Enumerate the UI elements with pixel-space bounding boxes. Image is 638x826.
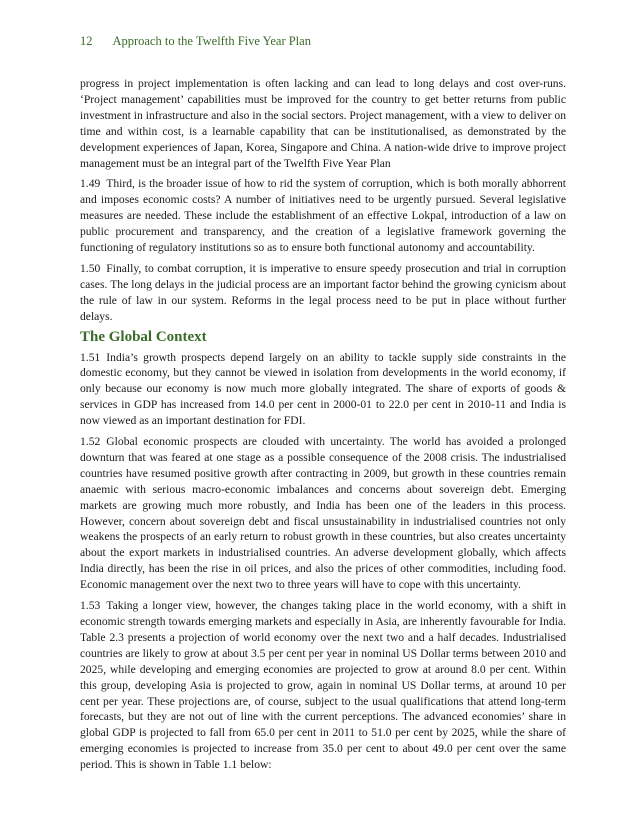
paragraph-text: Finally, to combat corruption, it is imperative to ensure speedy prosecution and trial in corruption cases. The long delays in the judicial process are an important factor behind the growing cynicism about the rule of law in our system. Reforms in the legal process need to be put in place without further delays. [80,261,566,323]
paragraph-1-49 [80,176,566,256]
paragraph-text: India’s growth prospects depend largely on an ability to tackle supply side constraints in the domestic economy, but they cannot be viewed in isolation from developments in the world economy, if only because our economy is now much more globally integrated. The share of exports of goods & services in GDP has increased from 14.0 per cent in 2000-01 to 22.0 per cent in 2010-11 and India is now viewed as an important destination for FDI. [80,350,566,428]
paragraph-text: progress in project implementation is often lacking and can lead to long delays and cost over-runs. ‘Project management’ capabilities must be improved for the country to get better returns from public investment in infrastructure and also in the social sectors. Project management, with a view to deliver on time and within cost, is a learnable capability that can be institutionalised, as demonstrated by the development experiences of Japan, Korea, Singapore and China. A nation-wide drive to improve project management must be an integral part of the Twelfth Five Year Plan [80,77,566,170]
paragraph-number: 1.53 [80,599,101,613]
paragraph-continued [80,76,566,171]
paragraph-1-51 [80,350,566,430]
running-header [80,34,580,49]
body-text [80,76,566,778]
paragraph-number: 1.51 [80,350,101,364]
paragraph-number: 1.49 [80,177,101,191]
section-heading: The Global Context [80,328,207,345]
paragraph-1-53 [80,598,566,773]
paragraph-number: 1.50 [80,261,101,275]
paragraph-number: 1.52 [80,435,101,449]
paragraph-1-50 [80,261,566,325]
running-title: Approach to the Twelfth Five Year Plan [112,34,311,48]
paragraph-1-52 [80,434,566,593]
paragraph-text: Taking a longer view, however, the changes taking place in the world economy, with a shift in economic strength towards emerging markets and especially in Asia, are inherently favourable for India. Table 2.3 presents a projection of world economy over the next two and a half decades. Industrialised countries are likely to grow at about 3.5 per cent per year in nominal US Dollar terms between 2010 and 2025, while developing and emerging economies are projected to grow at around 8.0 per cent. Within this group, developing Asia is projected to grow, again in nominal US Dollar terms, at around 10 per cent per year. These projections are, of course, subject to the usual qualifications that attend long-term forecasts, but they are not out of line with the current perceptions. The advanced economies’ share in global GDP is projected to fall from 65.0 per cent in 2011 to 51.0 per cent by 2025, while the share of emerging economies is projected to increase from 35.0 per cent to about 49.0 per cent over the same period. This is shown in Table 1.1 below: [80,599,566,772]
paragraph-text: Global economic prospects are clouded with uncertainty. The world has avoided a prolonged downturn that was feared at one stage as a possible consequence of the 2008 crisis. The industrialised countries have resumed positive growth after contracting in 2009, but growth in these countries remain anaemic with serious macro-economic imbalances and concerns about sovereign debt. Emerging markets are growing much more robustly, and India has been one of the leaders in this process. However, concern about sovereign debt and fiscal unsustainability in industrialised countries not only weakens the prospects of an early return to robust growth in these countries, but also creates uncertainty about the export markets in industrialised countries. An adverse development globally, which affects India directly, has been the rise in oil prices, and also the prices of other commodities, including food. Economic management over the next two to three years will have to cope with this uncertainty. [80,435,566,592]
paragraph-text: Third, is the broader issue of how to rid the system of corruption, which is both morally abhorrent and imposes economic costs? A number of initiatives need to be urgently pursued. Several legislative measures are needed. These include the establishment of an effective Lokpal, introduction of a law on public procurement and transparency, and the creation of a legislative framework governing the functioning of regulatory institutions so as to ensure both functional autonomy and accountability. [80,177,566,255]
page-number: 12 [80,34,93,48]
